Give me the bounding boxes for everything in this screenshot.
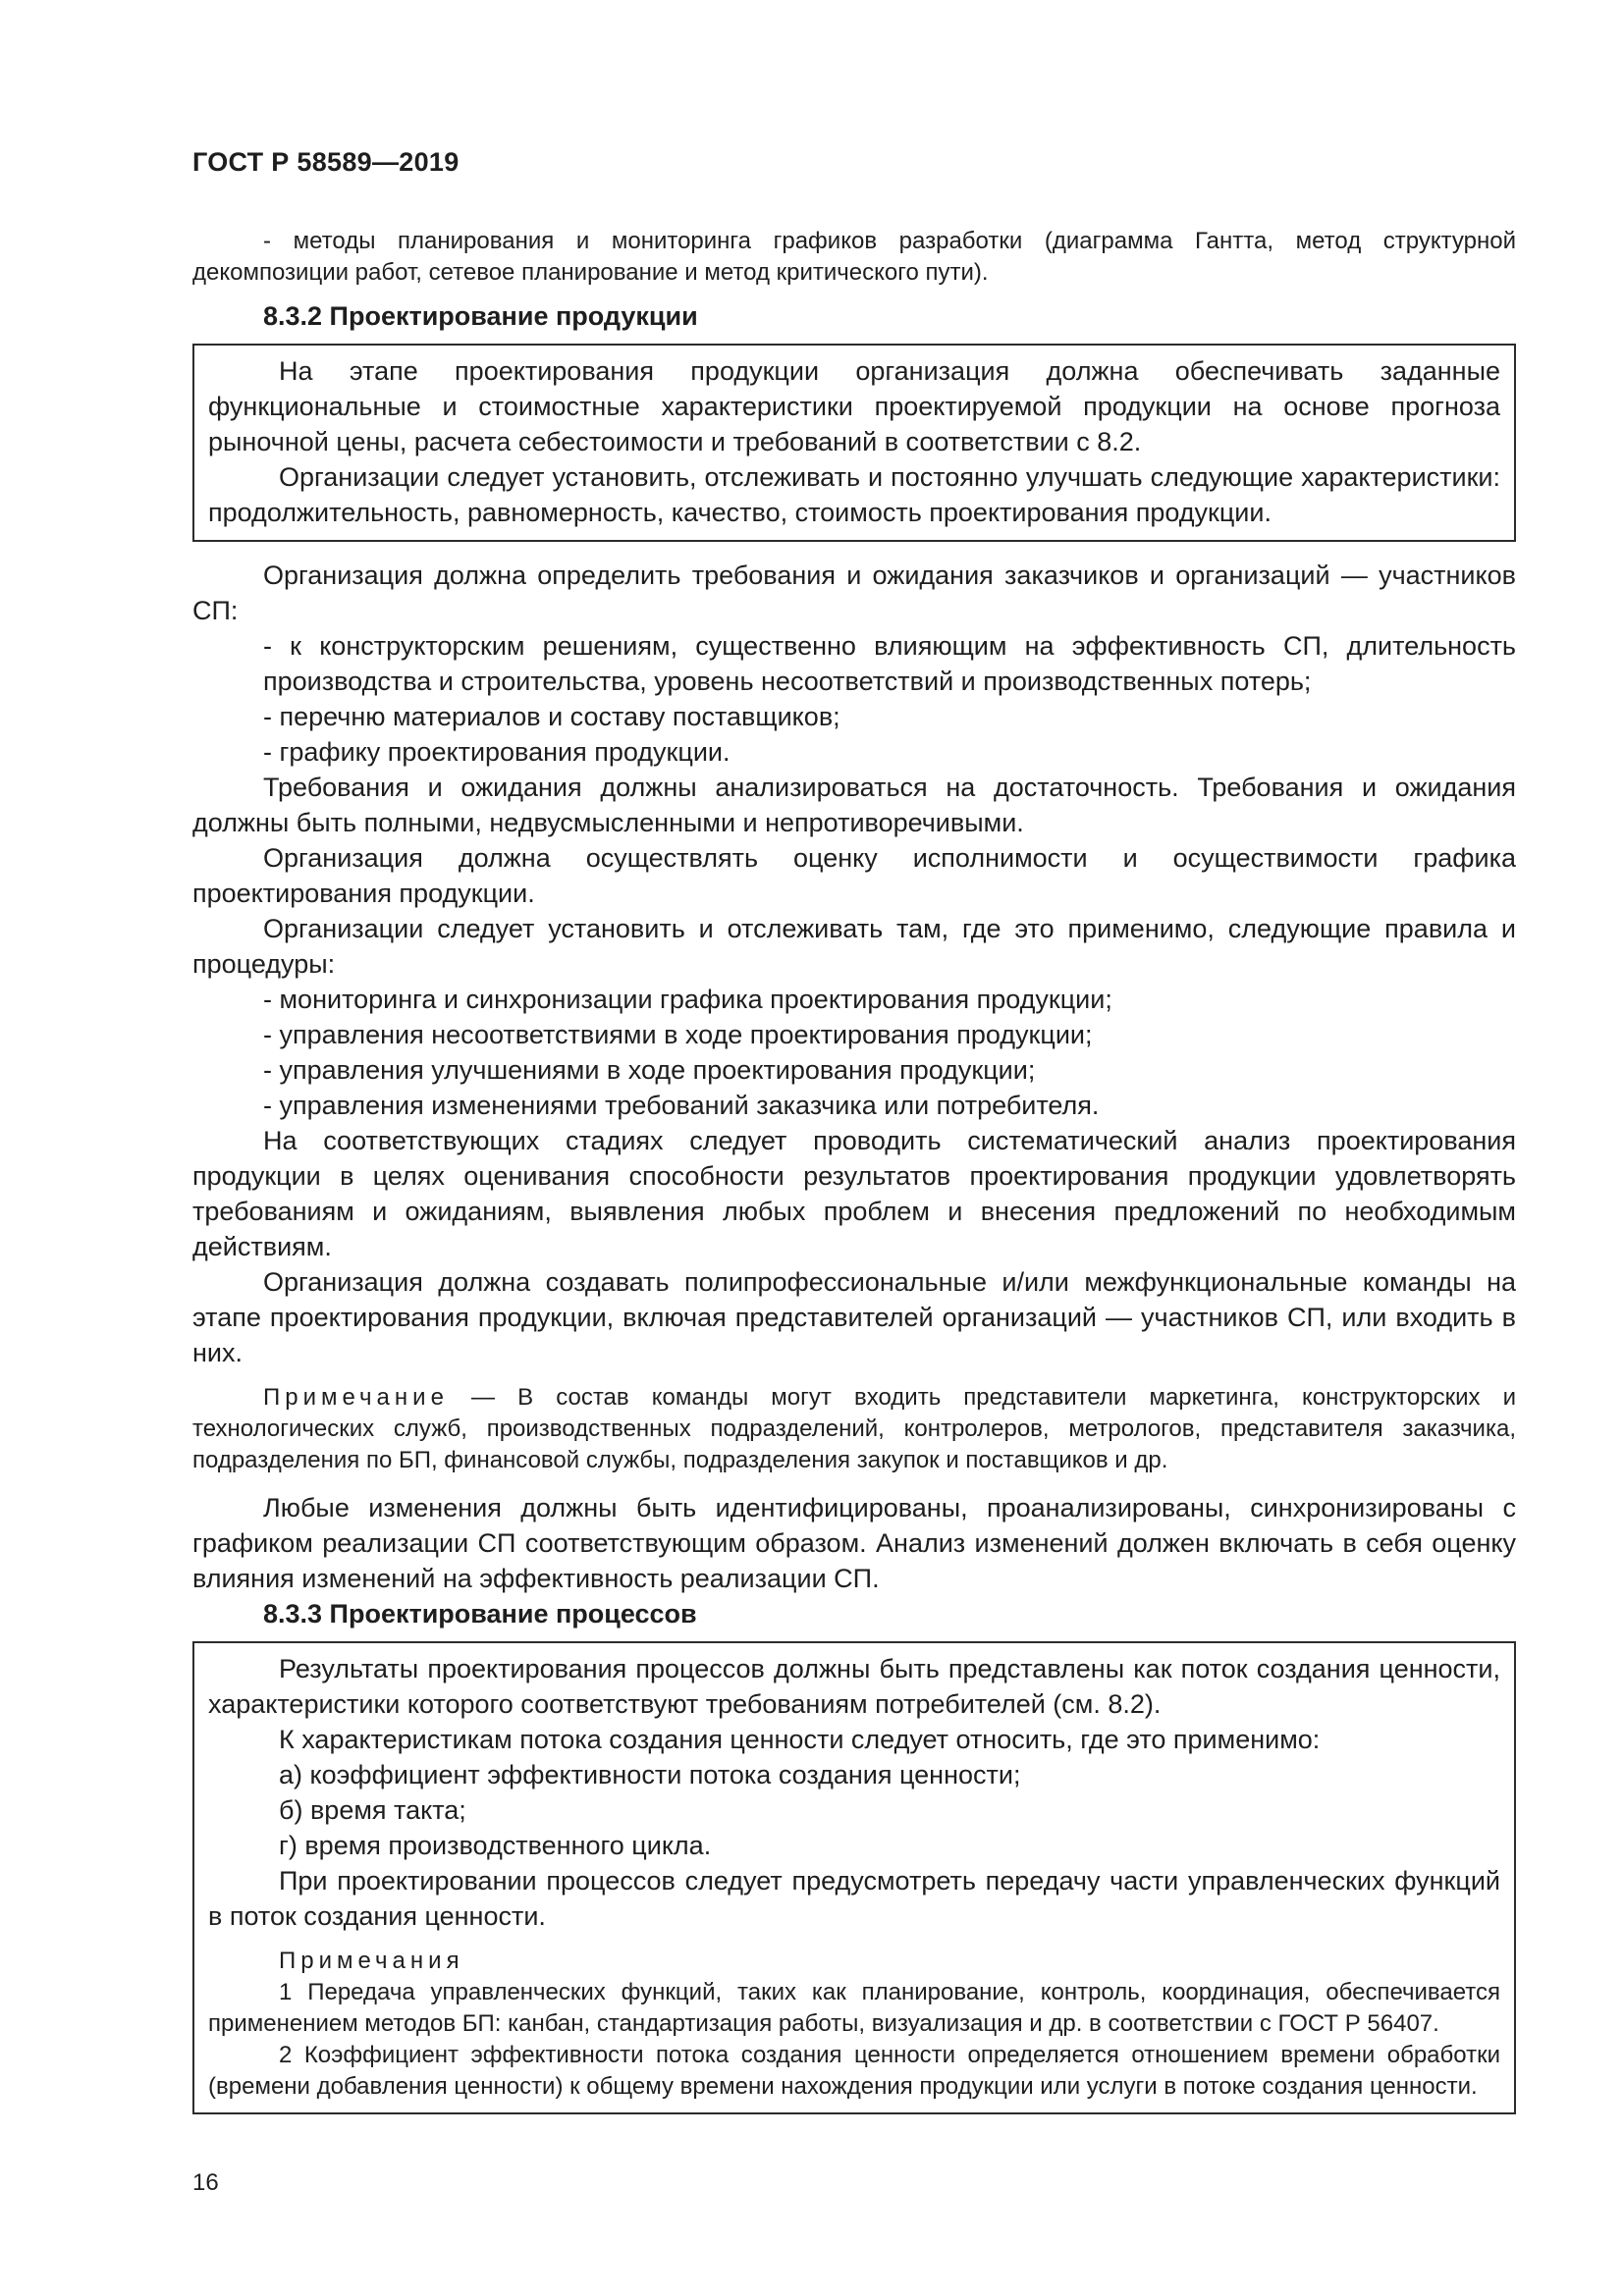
paragraph: На соответствующих стадиях следует проводить систематический анализ проектирования продукции в целях оценивания способности результатов проектирования продукции удовлетворять требованиям и ожиданиям, выявления любых проблем и внесения предложений по необходимым действиям. [192,1126,1516,1261]
list-item: - к конструкторским решениям, существенно влияющим на эффективность СП, длительность производства и строительства, уровень несоответствий и производственных потерь; [263,631,1516,696]
page-content [192,226,1516,2114]
paragraph: Требования и ожидания должны анализироваться на достаточность. Требования и ожидания должны быть полными, недвусмысленными и непротиворечивыми. [192,773,1516,837]
box-paragraph: Результаты проектирования процессов должны быть представлены как поток создания ценности, характеристики которого соответствуют требованиям потребителей (см. 8.2). [208,1654,1500,1719]
box-paragraph: При проектировании процессов следует предусмотреть передачу части управленческих функций в поток создания ценности. [208,1866,1500,1931]
box-paragraph: К характеристикам потока создания ценности следует относить, где это применимо: [279,1725,1321,1754]
list-item: - управления улучшениями в ходе проектирования продукции; [263,1055,1036,1085]
document-header: ГОСТ Р 58589—2019 [192,147,460,177]
paragraph: Организация должна создавать полипрофессиональные и/или межфункциональные команды на этапе проектирования продукции, включая представителей организаций — участников СП, или входить в них. [192,1267,1516,1367]
list-item: - управления изменениями требований заказчика или потребителя. [263,1091,1100,1120]
box-paragraph: Организации следует установить, отслеживать и постоянно улучшать следующие характеристики: продолжительность, равномерность, качество, стоимость проектирования продукции. [208,462,1500,527]
box-list-item: б) время такта; [279,1795,466,1825]
list-item: - перечню материалов и составу поставщиков; [263,702,840,731]
paragraph: Организация должна определить требования и ожидания заказчиков и организаций — участников СП: [192,561,1516,625]
box-list-item: а) коэффициент эффективности потока создания ценности; [279,1760,1021,1789]
section-heading-8-3-2: 8.3.2 Проектирование продукции [263,301,698,331]
paragraph: Организации следует установить и отслеживать там, где это применимо, следующие правила и процедуры: [192,914,1516,979]
page-number: 16 [192,2169,219,2196]
note-item: 2 Коэффициент эффективности потока создания ценности определяется отношением времени обработки (времени добавления ценности) к общему времени нахождения продукции или услуги в потоке создания ценности. [208,2042,1500,2100]
note-item: 1 Передача управленческих функций, таких как планирование, контроль, координация, обеспечивается применением методов БП: канбан, стандартизация работы, визуализация и др. в соответствии с ГОСТ Р 56407. [208,1979,1500,2037]
note-label: Примечание [263,1384,449,1411]
list-item: - управления несоответствиями в ходе проектирования продукции; [263,1020,1093,1049]
section-heading-8-3-3: 8.3.3 Проектирование процессов [263,1599,697,1629]
box-list-item: г) время производственного цикла. [279,1831,712,1860]
paragraph: Любые изменения должны быть идентифицированы, проанализированы, синхронизированы с графиком реализации СП соответствующим образом. Анализ изменений должен включать в себя оценку влияния изменений на эффективность реализации СП. [192,1493,1516,1593]
list-item: - мониторинга и синхронизации графика проектирования продукции; [263,985,1112,1014]
requirement-box-8-3-3 [192,1641,1516,2114]
note [192,1382,1516,1476]
paragraph: Организация должна осуществлять оценку исполнимости и осуществимости графика проектирования продукции. [192,843,1516,908]
list-item: - графику проектирования продукции. [263,737,731,767]
note-text: — В состав команды могут входить представители маркетинга, конструкторских и технологических служб, производственных подразделений, контролеров, метрологов, представителя заказчика, подразделения по БП, финансовой службы, подразделения закупок и поставщиков и др. [192,1384,1516,1473]
intro-list-item: - методы планирования и мониторинга графиков разработки (диаграмма Гантта, метод структурной декомпозиции работ, сетевое планирование и метод критического пути). [192,228,1516,286]
requirement-box-8-3-2 [192,344,1516,542]
notes-label: Примечания [279,1948,464,1974]
box-paragraph: На этапе проектирования продукции организация должна обеспечивать заданные функциональные и стоимостные характеристики проектируемой продукции на основе прогноза рыночной цены, расчета себестоимости и требований в соответствии с 8.2. [208,356,1500,456]
